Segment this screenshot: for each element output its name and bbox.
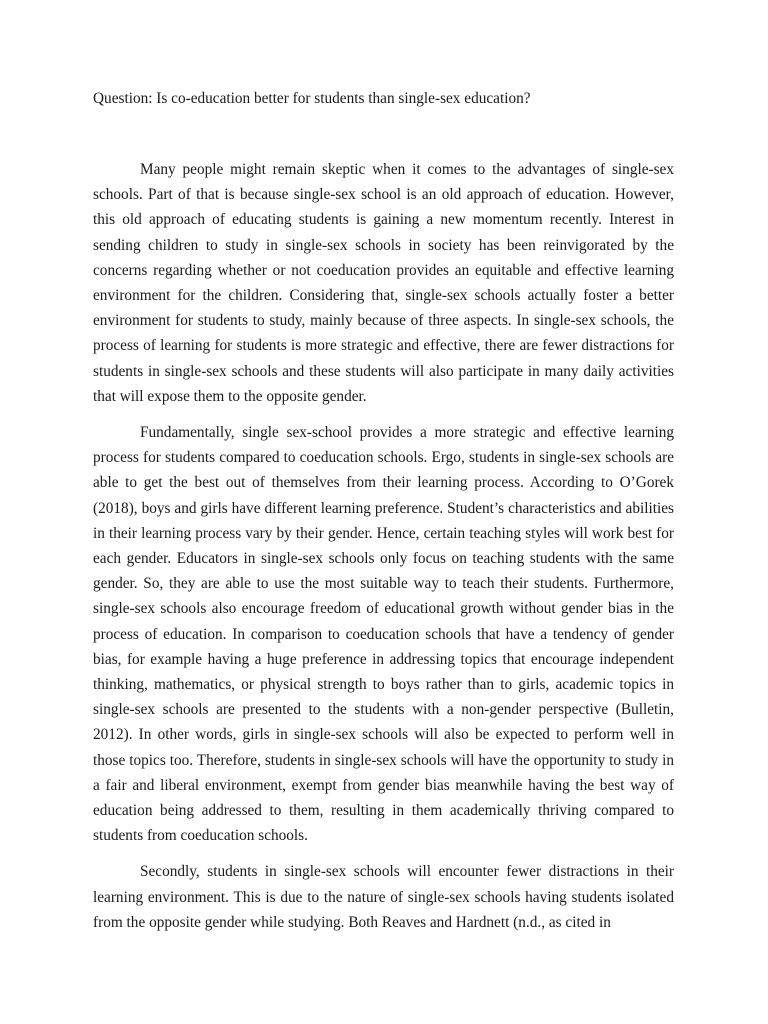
paragraph-1: Many people might remain skeptic when it comes to the advantages of single-sex schools. Part of that is because single-sex school is an old approach of education. However, this old approach of educating students is gaining a new momentum recently. Interest in sending children to study in single-sex schools in society has been reinvigorated by the concerns regarding whether or not coeducation provides an equitable and effective learning environment for the children. Considering that, single-sex schools actually foster a better environment for students to study, mainly because of three aspects. In single-sex schools, the process of learning for students is more strategic and effective, there are fewer distractions for students in single-sex schools and these students will also participate in many daily activities that will expose them to the opposite gender. xyxy=(93,161,674,405)
paragraph-3: Secondly, students in single-sex schools will encounter fewer distractions in their learning environment. This is due to the nature of single-sex schools having students isolated from the opposite gender while studying. Both Reaves and Hardnett (n.d., as cited in xyxy=(93,863,674,931)
essay-body xyxy=(93,157,674,935)
question-heading: Question: Is co-education better for students than single-sex education? xyxy=(93,90,531,107)
paragraph-2: Fundamentally, single sex-school provides a more strategic and effective learning process for students compared to coeducation schools. Ergo, students in single-sex schools are able to get the best out of themselves from their learning process. According to O’Gorek (2018), boys and girls have different learning preference. Student’s characteristics and abilities in their learning process vary by their gender. Hence, certain teaching styles will work best for each gender. Educators in single-sex schools only focus on teaching students with the same gender. So, they are able to use the most suitable way to teach their students. Furthermore, single-sex schools also encourage freedom of educational growth without gender bias in the process of education. In comparison to coeducation schools that have a tendency of gender bias, for example having a huge preference in addressing topics that encourage independent thinking, mathematics, or physical strength to boys rather than to girls, academic topics in single-sex schools are presented to the students with a non-gender perspective (Bulletin, 2012). In other words, girls in single-sex schools will also be expected to perform well in those topics too. Therefore, students in single-sex schools will have the opportunity to study in a fair and liberal environment, exempt from gender bias meanwhile having the best way of education being addressed to them, resulting in them academically thriving compared to students from coeducation schools. xyxy=(93,424,674,845)
